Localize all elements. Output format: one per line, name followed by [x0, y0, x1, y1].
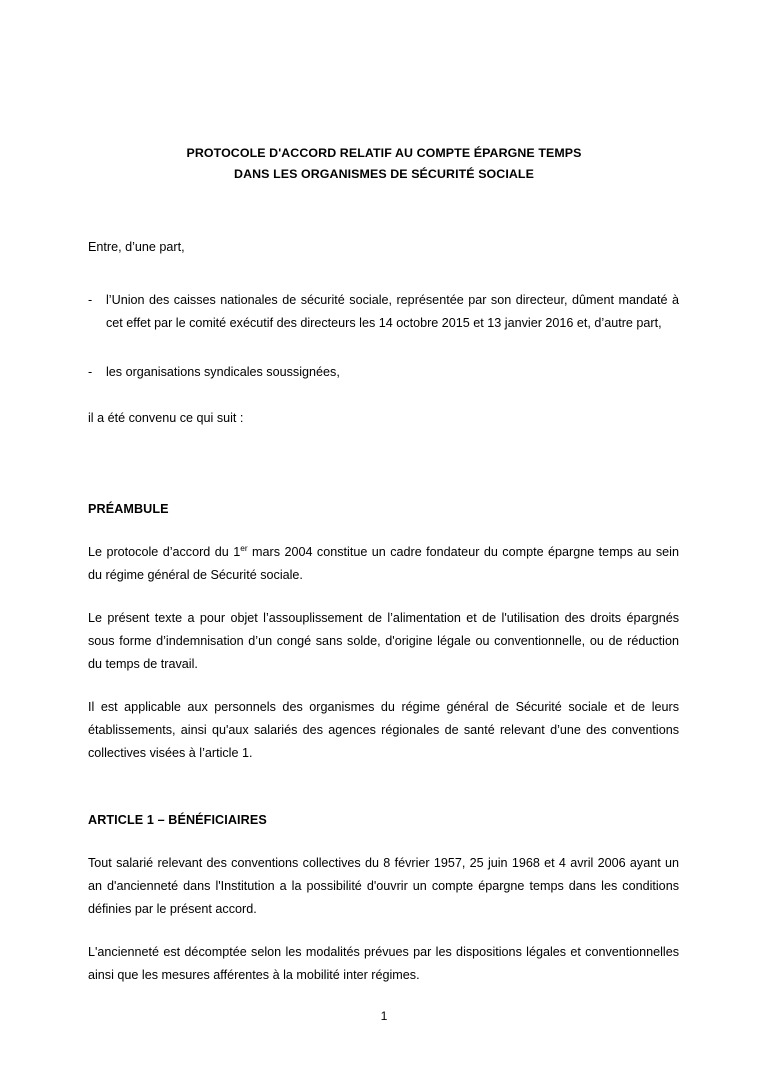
document-title-line-2: DANS LES ORGANISMES DE SÉCURITÉ SOCIALE	[234, 167, 534, 181]
spacer	[88, 478, 679, 498]
preambule-paragraph-3: Il est applicable aux personnels des organismes du régime général de Sécurité sociale et de leurs établissements, ainsi qu'aux salariés des agences régionales de santé relevant d’une des conventions collectives visées à l’article 1.	[88, 700, 679, 760]
spacer	[88, 832, 679, 852]
spacer	[88, 335, 679, 361]
article-1-paragraph-2: L'ancienneté est décomptée selon les modalités prévues par les dispositions légales et conventionnelles ainsi que les mesures afférentes à la mobilité inter régimes.	[88, 945, 679, 982]
spacer	[88, 259, 679, 289]
intro-closing: il a été convenu ce qui suit :	[88, 411, 244, 425]
party-item-syndicats-text: les organisations syndicales soussignées,	[106, 365, 340, 379]
spacer	[88, 921, 679, 941]
party-item-union	[88, 289, 679, 335]
spacer	[88, 676, 679, 696]
spacer	[88, 765, 679, 809]
spacer	[88, 384, 679, 407]
spacer	[88, 521, 679, 541]
party-item-union-text: l’Union des caisses nationales de sécurité sociale, représentée par son directeur, dûment mandaté à cet effet par le comité exécutif des directeurs les 14 octobre 2015 et 13 janvier 2016 et, d’autre part,	[106, 293, 679, 330]
preambule-paragraph-1-before: Le protocole d’accord du 1	[88, 545, 241, 559]
list-dash-marker: -	[88, 293, 93, 307]
list-dash-marker: -	[88, 365, 93, 379]
preambule-paragraph-1	[88, 541, 679, 587]
preambule-paragraph-1-after: mars 2004 constitue un cadre fondateur du compte épargne temps au sein du régime général de Sécurité sociale.	[88, 545, 679, 582]
article-1-paragraph-1: Tout salarié relevant des conventions collectives du 8 février 1957, 25 juin 1968 et 4 avril 2006 ayant un an d'ancienneté dans l'Institution a la possibilité d'ouvrir un compte épargne temps dans les conditions définies par le présent accord.	[88, 856, 679, 916]
party-item-syndicats	[88, 361, 679, 384]
heading-preambule: PRÉAMBULE	[88, 502, 169, 516]
footer-page-number: 1	[380, 1009, 388, 1023]
document-title-line-1: PROTOCOLE D'ACCORD RELATIF AU COMPTE ÉPARGNE TEMPS	[186, 146, 582, 160]
spacer	[88, 587, 679, 607]
intro-opening: Entre, d’une part,	[88, 240, 185, 254]
heading-article-1: ARTICLE 1 – BÉNÉFICIAIRES	[88, 813, 267, 827]
spacer	[88, 430, 679, 478]
preambule-paragraph-2: Le présent texte a pour objet l’assouplissement de l’alimentation et de l'utilisation des droits épargnés sous forme d’indemnisation d’un congé sans solde, d'origine légale ou conventionnelle, ou de réduction du temps de travail.	[88, 611, 679, 671]
document-title	[88, 143, 680, 185]
document-body	[88, 236, 679, 987]
ordinal-suffix: er	[240, 542, 248, 553]
